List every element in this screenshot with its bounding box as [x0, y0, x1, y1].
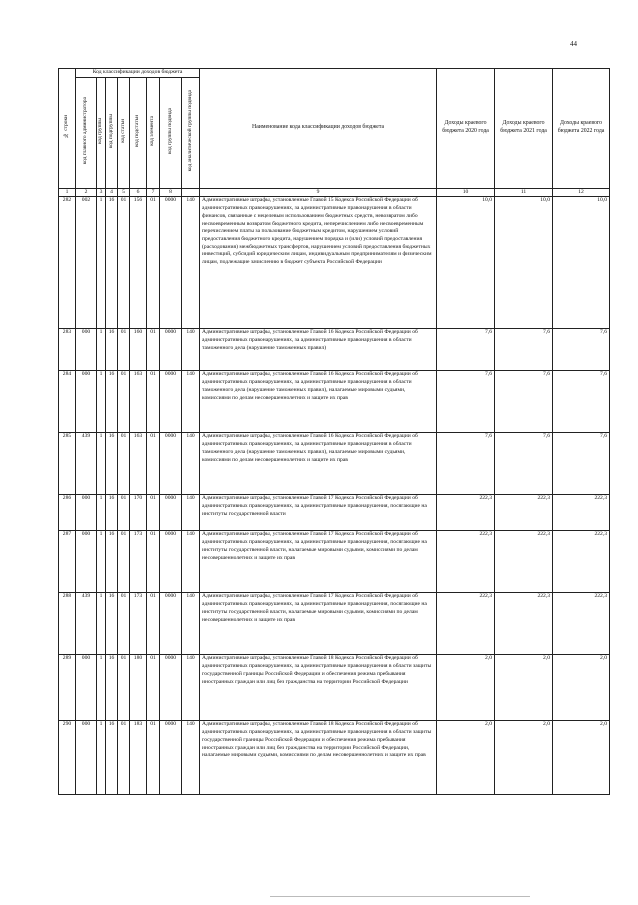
- subarticle-code-cell: 173: [130, 593, 147, 655]
- element-code-cell: 01: [147, 197, 160, 329]
- row-number-cell: 285: [59, 433, 76, 495]
- amount-2021-cell: 10,0: [495, 197, 553, 329]
- article-code-cell: 01: [118, 721, 130, 795]
- row-number-cell: 289: [59, 655, 76, 721]
- article-code-cell: 01: [118, 495, 130, 531]
- amount-2021-cell: 7,6: [495, 371, 553, 433]
- table-row: [59, 433, 610, 495]
- amount-2022-cell: 2,0: [553, 655, 610, 721]
- row-number-cell: 284: [59, 371, 76, 433]
- subgroup-code-cell: 16: [106, 721, 118, 795]
- header-2021: Доходы краевого бюджета 2021 года: [495, 69, 553, 189]
- amount-2022-cell: 7,6: [553, 329, 610, 371]
- subtype-code-cell: 0000: [160, 197, 182, 329]
- amount-2021-cell: 7,6: [495, 433, 553, 495]
- row-number-cell: 282: [59, 197, 76, 329]
- admin-code-cell: 000: [76, 495, 97, 531]
- header-subarticle-code: код подстатьи: [130, 77, 147, 188]
- row-number-cell: 287: [59, 531, 76, 593]
- element-code-cell: 01: [147, 721, 160, 795]
- element-code-cell: 01: [147, 495, 160, 531]
- amount-2020-cell: 7,6: [437, 433, 495, 495]
- subgroup-code-cell: 16: [106, 593, 118, 655]
- amount-2020-cell: 222,3: [437, 531, 495, 593]
- page-number: 44: [570, 40, 577, 48]
- subgroup-code-cell: 16: [106, 531, 118, 593]
- column-number: 9: [200, 188, 437, 197]
- analytic-code-cell: 140: [182, 329, 200, 371]
- subtype-code-cell: 0000: [160, 495, 182, 531]
- analytic-code-cell: 140: [182, 531, 200, 593]
- header-code-group: Код классификации доходов бюджета: [76, 69, 200, 78]
- amount-2022-cell: 222,3: [553, 531, 610, 593]
- amount-2022-cell: 10,0: [553, 197, 610, 329]
- amount-2021-cell: 222,3: [495, 495, 553, 531]
- article-code-cell: 01: [118, 371, 130, 433]
- column-number: 3: [97, 188, 106, 197]
- element-code-cell: 01: [147, 655, 160, 721]
- table-row: [59, 655, 610, 721]
- name-cell: Административные штрафы, установленные Главой 16 Кодекса Российской Федерации об административных правонарушениях, за административные правонарушения в области таможенного дела (нарушение таможенных правил): [200, 329, 437, 371]
- header-element-code: код элемента: [147, 77, 160, 188]
- analytic-code-cell: 140: [182, 371, 200, 433]
- analytic-code-cell: 140: [182, 655, 200, 721]
- column-number: [182, 188, 200, 197]
- article-code-cell: 01: [118, 655, 130, 721]
- header-subtype-group-code: код группы подвида: [160, 77, 182, 188]
- subgroup-code-cell: 16: [106, 197, 118, 329]
- name-cell: Административные штрафы, установленные Главой 17 Кодекса Российской Федерации об административных правонарушениях, за административные правонарушения, посягающие на институты государственной власти, налагаемые мировыми судьями, комиссиями по делам несовершеннолетних и защите их прав: [200, 531, 437, 593]
- subtype-code-cell: 0000: [160, 593, 182, 655]
- element-code-cell: 01: [147, 433, 160, 495]
- column-number: 5: [118, 188, 130, 197]
- amount-2020-cell: 2,0: [437, 655, 495, 721]
- group-code-cell: 1: [97, 721, 106, 795]
- group-code-cell: 1: [97, 531, 106, 593]
- table-row: [59, 197, 610, 329]
- subtype-code-cell: 0000: [160, 531, 182, 593]
- group-code-cell: 1: [97, 197, 106, 329]
- admin-code-cell: 002: [76, 197, 97, 329]
- header-row-no: № строки: [59, 69, 76, 189]
- column-number: 8: [160, 188, 182, 197]
- subgroup-code-cell: 16: [106, 655, 118, 721]
- amount-2022-cell: 7,6: [553, 371, 610, 433]
- group-code-cell: 1: [97, 433, 106, 495]
- name-cell: Административные штрафы, установленные Главой 17 Кодекса Российской Федерации об административных правонарушениях, за административные правонарушения, посягающие на институты государственной власти, налагаемые мировыми судьями, комиссиями по делам несовершеннолетних и защите их прав: [200, 593, 437, 655]
- amount-2020-cell: 7,6: [437, 329, 495, 371]
- article-code-cell: 01: [118, 433, 130, 495]
- subgroup-code-cell: 16: [106, 495, 118, 531]
- subtype-code-cell: 0000: [160, 329, 182, 371]
- header-subgroup-code: код подгруппы: [106, 77, 118, 188]
- subgroup-code-cell: 16: [106, 329, 118, 371]
- amount-2021-cell: 222,3: [495, 593, 553, 655]
- name-cell: Административные штрафы, установленные Главой 16 Кодекса Российской Федерации об административных правонарушениях, за административные правонарушения в области таможенного дела (нарушение таможенных правил), налагаемые мировыми судьями, комиссиями по делам несовершеннолетних и защите их прав: [200, 371, 437, 433]
- column-number: 11: [495, 188, 553, 197]
- element-code-cell: 01: [147, 329, 160, 371]
- row-number-cell: 283: [59, 329, 76, 371]
- column-number: 6: [130, 188, 147, 197]
- element-code-cell: 01: [147, 531, 160, 593]
- element-code-cell: 01: [147, 371, 160, 433]
- subgroup-code-cell: 16: [106, 433, 118, 495]
- amount-2020-cell: 222,3: [437, 495, 495, 531]
- column-number: 4: [106, 188, 118, 197]
- article-code-cell: 01: [118, 593, 130, 655]
- group-code-cell: 1: [97, 495, 106, 531]
- amount-2022-cell: 2,0: [553, 721, 610, 795]
- admin-code-cell: 000: [76, 655, 97, 721]
- column-number: 10: [437, 188, 495, 197]
- table-row: [59, 371, 610, 433]
- subarticle-code-cell: 156: [130, 197, 147, 329]
- footer-divider: [270, 896, 530, 897]
- subarticle-code-cell: 163: [130, 371, 147, 433]
- article-code-cell: 01: [118, 531, 130, 593]
- name-cell: Административные штрафы, установленные Главой 17 Кодекса Российской Федерации об административных правонарушениях, за административные правонарушения, посягающие на институты государственной власти: [200, 495, 437, 531]
- amount-2022-cell: 7,6: [553, 433, 610, 495]
- admin-code-cell: 000: [76, 721, 97, 795]
- header-2022: Доходы краевого бюджета 2022 года: [553, 69, 610, 189]
- row-number-cell: 290: [59, 721, 76, 795]
- article-code-cell: 01: [118, 329, 130, 371]
- article-code-cell: 01: [118, 197, 130, 329]
- table-row: [59, 721, 610, 795]
- analytic-code-cell: 140: [182, 197, 200, 329]
- amount-2020-cell: 222,3: [437, 593, 495, 655]
- analytic-code-cell: 140: [182, 593, 200, 655]
- analytic-code-cell: 140: [182, 721, 200, 795]
- table-row: [59, 593, 610, 655]
- subarticle-code-cell: 180: [130, 655, 147, 721]
- header-2020: Доходы краевого бюджета 2020 года: [437, 69, 495, 189]
- amount-2020-cell: 10,0: [437, 197, 495, 329]
- header-admin-code: код главного администратора: [76, 77, 97, 188]
- name-cell: Административные штрафы, установленные Главой 15 Кодекса Российской Федерации об административных правонарушениях, за административные правонарушения в области финансов, связанные с нецелевым использованием бюджетных средств, невозвратом либо несвоевременным возвратом бюджетного кредита, неперечислением либо несвоевременным перечислением платы за пользование бюджетным кредитом, нарушением условий предоставления бюджетного кредита, нарушением порядка и (или) условий предоставления (расходования) межбюджетных трансфертов, нарушением условий предоставления бюджетных инвестиций, субсидий юридическим лицам, индивидуальным предпринимателям и физическим лицам, подлежащие зачислению в бюджет субъекта Российской Федерации: [200, 197, 437, 329]
- admin-code-cell: 000: [76, 531, 97, 593]
- subarticle-code-cell: 163: [130, 433, 147, 495]
- column-number: 7: [147, 188, 160, 197]
- analytic-code-cell: 140: [182, 433, 200, 495]
- header-article-code: код статьи: [118, 77, 130, 188]
- header-analytic-group-code: код аналитической группы подвида: [182, 77, 200, 188]
- admin-code-cell: 439: [76, 433, 97, 495]
- admin-code-cell: 000: [76, 371, 97, 433]
- name-cell: Административные штрафы, установленные Главой 16 Кодекса Российской Федерации об административных правонарушениях, за административные правонарушения в области таможенного дела (нарушение таможенных правил), налагаемые мировыми судьями, комиссиями по делам несовершеннолетних и защите их прав: [200, 433, 437, 495]
- row-number-cell: 288: [59, 593, 76, 655]
- header-name: Наименование кода классификации доходов бюджета: [200, 69, 437, 189]
- group-code-cell: 1: [97, 655, 106, 721]
- subarticle-code-cell: 160: [130, 329, 147, 371]
- amount-2021-cell: 7,6: [495, 329, 553, 371]
- admin-code-cell: 439: [76, 593, 97, 655]
- column-number: 12: [553, 188, 610, 197]
- subarticle-code-cell: 170: [130, 495, 147, 531]
- subtype-code-cell: 0000: [160, 371, 182, 433]
- table-row: [59, 329, 610, 371]
- amount-2021-cell: 222,3: [495, 531, 553, 593]
- row-number-cell: 286: [59, 495, 76, 531]
- subtype-code-cell: 0000: [160, 655, 182, 721]
- subarticle-code-cell: 183: [130, 721, 147, 795]
- name-cell: Административные штрафы, установленные Главой 18 Кодекса Российской Федерации об административных правонарушениях, за административные правонарушения в области защиты государственной границы Российской Федерации и обеспечения режима пребывания иностранных граждан или лиц без гражданства на территории Российской Федерации, налагаемые мировыми судьями, комиссиями по делам несовершеннолетних и защите их прав: [200, 721, 437, 795]
- subtype-code-cell: 0000: [160, 721, 182, 795]
- column-number: 2: [76, 188, 97, 197]
- amount-2022-cell: 222,3: [553, 593, 610, 655]
- subgroup-code-cell: 16: [106, 371, 118, 433]
- group-code-cell: 1: [97, 371, 106, 433]
- header-group-code: код группы: [97, 77, 106, 188]
- table-row: [59, 531, 610, 593]
- revenue-table: [58, 68, 610, 795]
- group-code-cell: 1: [97, 593, 106, 655]
- subarticle-code-cell: 173: [130, 531, 147, 593]
- amount-2021-cell: 2,0: [495, 655, 553, 721]
- name-cell: Административные штрафы, установленные Главой 18 Кодекса Российской Федерации об административных правонарушениях, за административные правонарушения в области защиты государственной границы Российской Федерации и обеспечения режима пребывания иностранных граждан или лиц без гражданства на территории Российской Федерации: [200, 655, 437, 721]
- group-code-cell: 1: [97, 329, 106, 371]
- amount-2021-cell: 2,0: [495, 721, 553, 795]
- amount-2020-cell: 2,0: [437, 721, 495, 795]
- amount-2022-cell: 222,3: [553, 495, 610, 531]
- subtype-code-cell: 0000: [160, 433, 182, 495]
- admin-code-cell: 000: [76, 329, 97, 371]
- column-number: 1: [59, 188, 76, 197]
- element-code-cell: 01: [147, 593, 160, 655]
- table-body: [59, 197, 610, 795]
- table-row: [59, 495, 610, 531]
- amount-2020-cell: 7,6: [437, 371, 495, 433]
- column-number-row: [59, 188, 610, 197]
- analytic-code-cell: 140: [182, 495, 200, 531]
